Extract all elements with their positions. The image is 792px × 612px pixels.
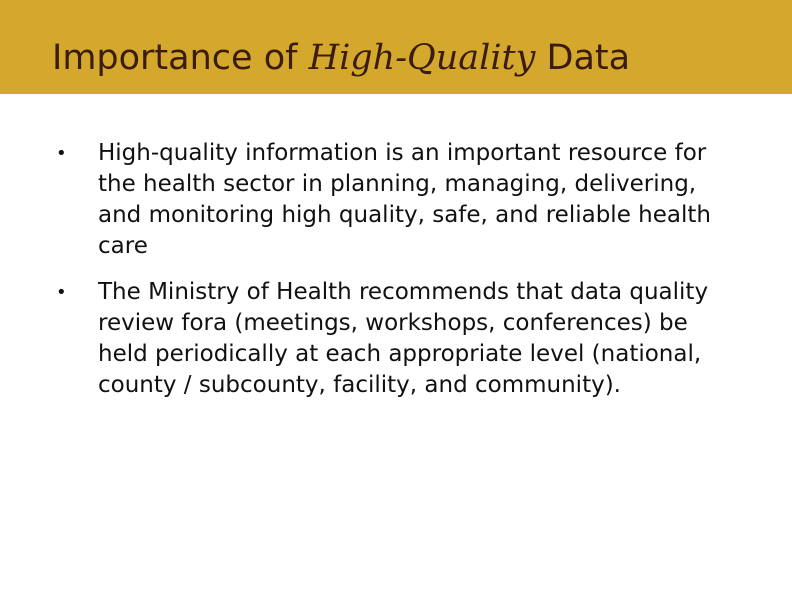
bullet-list [56, 138, 736, 416]
bullet-marker: • [56, 282, 67, 303]
bullet-item-information [56, 138, 736, 262]
bullet-text: High-quality information is an important resource for the health sector in planning, managing, delivering, and monitoring high quality, safe, and reliable health care [98, 140, 711, 259]
bullet-item-ministry [56, 277, 736, 401]
title-emphasis: High-Quality [308, 38, 536, 78]
bullet-text: The Ministry of Health recommends that data quality review fora (meetings, workshops, conferences) be held periodically at each appropriate level (national, county / subcounty, facility, and community). [98, 279, 709, 398]
title-text-start: Importance of [52, 38, 309, 78]
bullet-marker: • [56, 143, 67, 164]
slide-title [52, 36, 630, 80]
title-text-end: Data [535, 38, 631, 78]
